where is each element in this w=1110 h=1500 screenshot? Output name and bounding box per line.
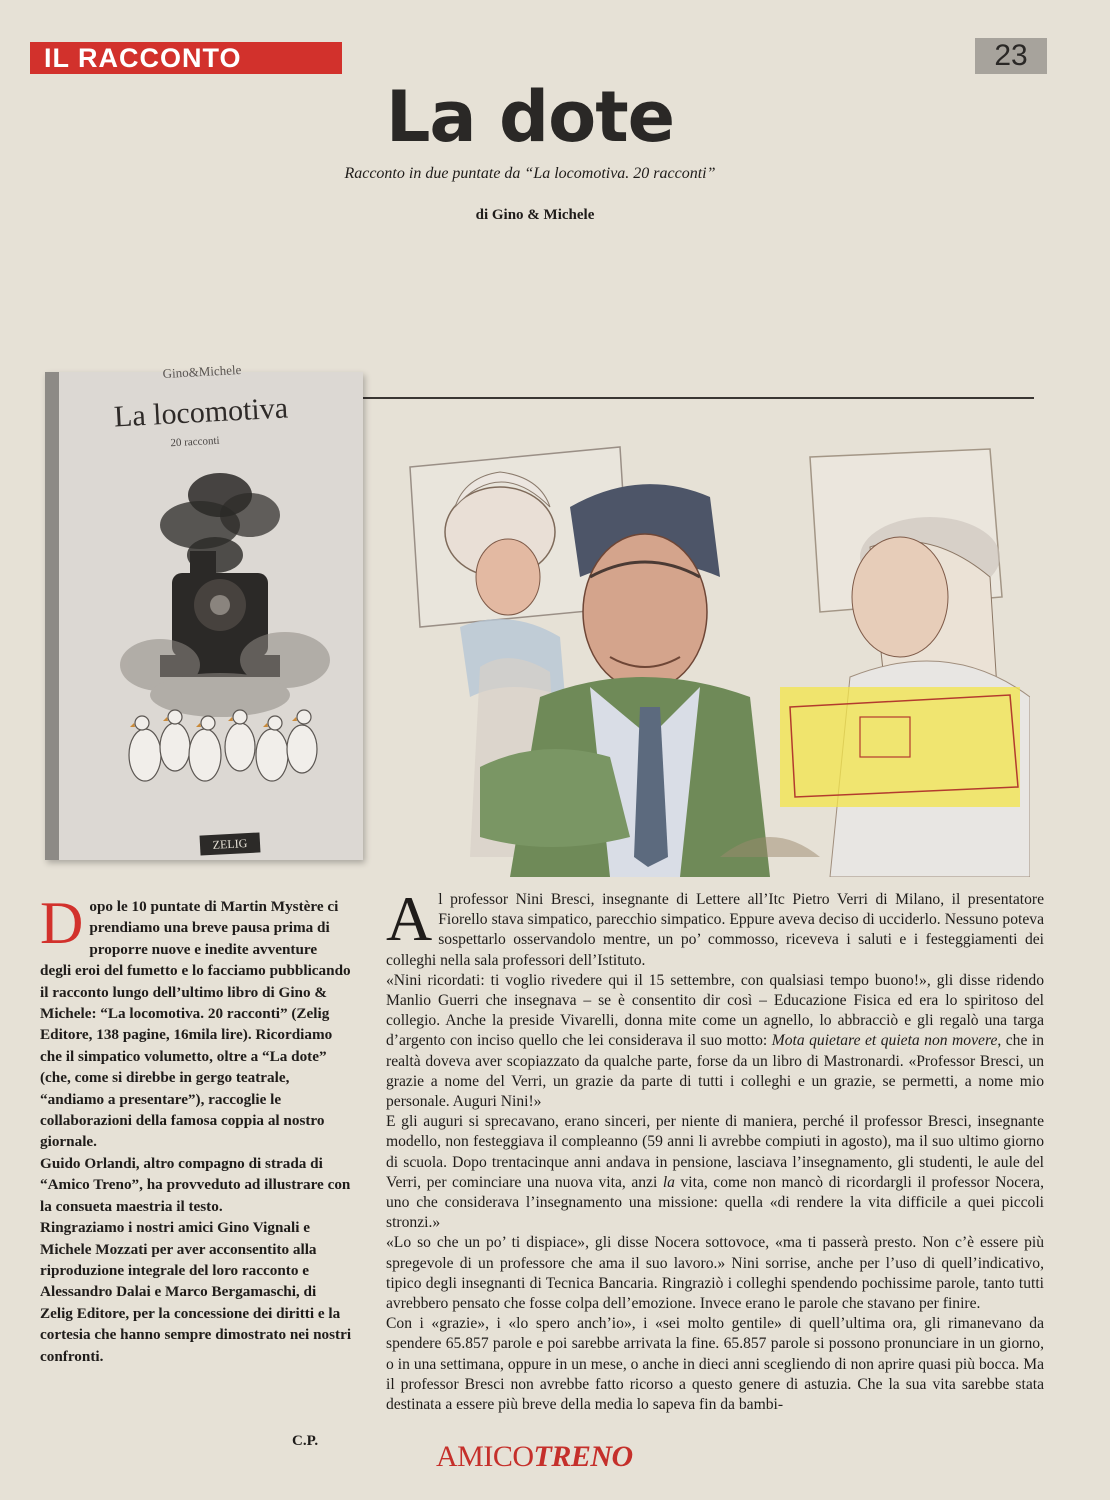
book-cover-locomotive-illustration [90,455,355,823]
story-paragraph-3-text: E gli auguri si sprecavano, erano sinceri, per niente di maniera, perché il professor Bresci, insegnante modello, non festeggiava il compleanno (59 anni li avrebbe compiuti in agosto), ma il suo ultimo giorno di scuola. Dopo trentacinque anni andava in pensione, lasciava l’insegnamento, gli studenti, le aule del Verri, per cominciare una nuova vita, anzi [386,1113,1044,1191]
page-number: 23 [975,38,1047,74]
article-subtitle: Racconto in due puntate da “La locomotiva. 20 racconti” [344,165,716,182]
logo-part-a: AMICO [436,1440,534,1473]
story-paragraph-4: «Lo so che un po’ ti dispiace», gli disse Nocera sottovoce, «ma ti passerà presto. Non c’è essere più spregevole di un professore che ama il suo lavoro.» Nini sorrise, anche per l’uso di quell’indicativo, tipico degli insegnanti di Tecnica Bancaria. Ringraziò i colleghi spendendo pochissime parole, tanto tutti avrebbero pensato che fosse colpa dell’emozione. Invece erano le parole che stavano per finire. [386,1234,1044,1313]
intro-column [40,890,352,1367]
story-paragraph-2-end: , che in realtà doveva aver scopiazzato da qualche parte, forse da un libro di Mastronardi. «Professor Bresci, un grazie a nome del Verri, un grazie da parte di tutti i colleghi e un grazie, se permetti, a nome mio personale. Auguri Nini!» [386,1032,1044,1111]
story-paragraph-3 [386,1112,1044,1233]
story-paragraph-1 [386,883,1044,971]
intro-dropcap: D [40,890,84,956]
story-motto: Mota quietare et quieta non movere [771,1032,998,1050]
intro-text: opo le 10 puntate di Martin Mystère ci prendiamo una breve pausa prima di proporre nuove e inedite avventure degli eroi del fumetto e lo facciamo pubblicando il racconto lungo dell’ultimo libro di Gino & Michele: “La locomotiva. 20 racconti” (Zelig Editore, 138 pagine, 16mila lire). Ricordiamo che il simpatico volumetto, oltre a “La dote” (che, come si direbbe in gergo teatrale, “andiamo a presentare”), raccoglie le collaborazioni della famosa coppia al nostro giornale. [40,898,351,1151]
story-column [386,883,1044,1415]
story-paragraph-1-text: l professor Nini Bresci, insegnante di Lettere all’Itc Pietro Verri di Milano, il presentatore Fiorello stava simpatico, parecchio simpatico. Eppure aveva deciso di ucciderlo. Nessuno poteva sospettarlo osservandolo mentre, un po’ commosso, riceveva i saluti e i festeggiamenti dei colleghi nella sala professori dell’Istituto. [386,891,1044,969]
story-paragraph-2 [386,971,1044,1112]
book-cover-publisher-logo: ZELIG [200,832,261,855]
logo-part-b: TRENO [533,1440,633,1473]
section-tag: IL RACCONTO [30,42,342,74]
story-paragraph-2-text: «Nini ricordati: ti voglio rivedere qui il 15 settembre, con qualsiasi tempo buono!», gli disse ridendo Manlio Guerri che insegnava – se è consentito dir così – Educazione Fisica ed era lo spiritoso del collegio. Anche la preside Vivarelli, donna mite come un agnello, lo abbracciò e gli regalò una targa d’argento con inciso quello che lei considerava il suo motto: [386,971,1044,1050]
book-cover-title: La locomotiva [113,391,289,434]
article-byline: di Gino & Michele [475,207,595,223]
amicotreno-logo [436,1440,656,1474]
intro-paragraph-1 [40,890,352,1153]
intro-paragraph-3: Ringraziamo i nostri amici Gino Vignali e Michele Mozzati per aver acconsentito alla riproduzione integrale del loro racconto e Alessandro Dalai e Marco Bergamaschi, di Zelig Editore, per la concessione dei diritti e la cortesia che hanno sempre dimostrato nei nostri confronti. [40,1219,352,1365]
story-emphasis-la: la [662,1173,675,1191]
intro-paragraph-2: Guido Orlandi, altro compagno di strada di “Amico Treno”, ha provveduto ad illustrare con la consueta maestria il testo. [40,1154,351,1215]
article-title: La dote [385,76,675,158]
story-paragraph-5: Con i «grazie», i «lo spero anch’io», i «sei molto gentile» di quell’ultima ora, gli rimanevano da spendere 65.857 parole e poi sarebbe arrivata la fine. 65.857 parole si possono pronunciare in un giorno, o in una settimana, oppure in un mese, o anche in dieci anni scegliendo di non aprire quasi più bocca. Ma il professor Bresci non avrebbe fatto ricorso a questo genere di astuzia. Che la sua vita sarebbe stata destinata a essere più breve della media lo sapeva fin da bambi- [386,1315,1044,1414]
story-dropcap: A [386,883,433,954]
book-cover-authors: Gino&Michele [162,361,242,382]
story-illustration [390,437,1030,877]
story-paragraph-3-end: vita, come non mancò di ricordargli il professor Nocera, uno che considerava l’insegnamento una missione: quella «di rendere la vita difficile a quei piccoli stronzi.» [386,1173,1044,1232]
intro-signature: C.P. [292,1433,319,1449]
book-cover-subtitle: 20 racconti [170,434,220,450]
title-rule [322,397,1034,399]
